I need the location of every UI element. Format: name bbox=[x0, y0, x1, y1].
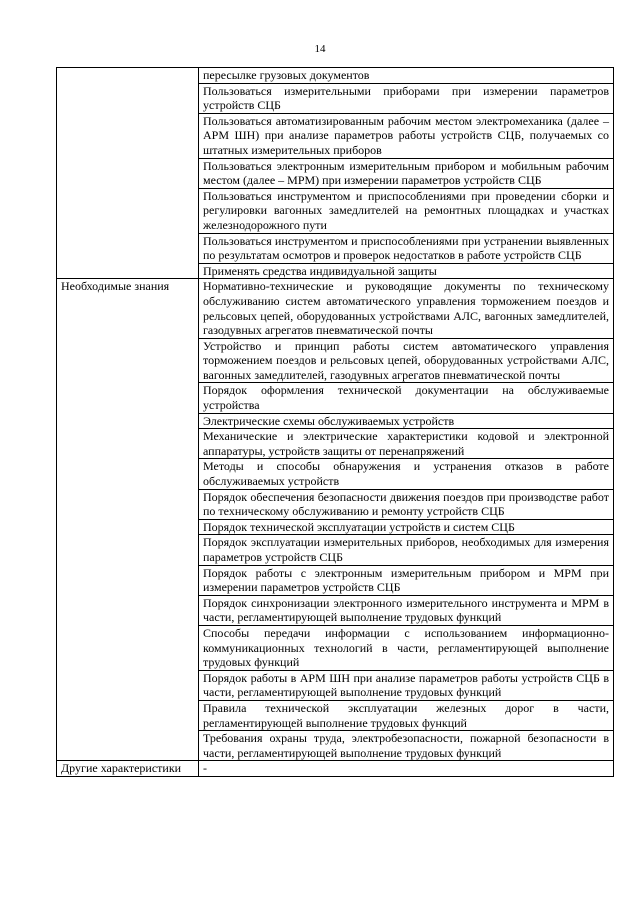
skill-item: Пользоваться измерительными приборами при измерении параметров устройств СЦБ bbox=[199, 83, 614, 113]
skill-item: пересылке грузовых документов bbox=[199, 68, 614, 84]
table-row bbox=[57, 279, 614, 338]
knowledge-item: Способы передачи информации с использованием информационно-коммуникационных технологий в части, регламентирующей выполнение трудовых функций bbox=[199, 625, 614, 670]
skill-item: Пользоваться инструментом и приспособлениями при устранении выявленных по результатам осмотров и проверок недостатков в работе устройств СЦБ bbox=[199, 233, 614, 263]
table-row bbox=[57, 761, 614, 777]
knowledge-item: Требования охраны труда, электробезопасности, пожарной безопасности в части, регламентирующей выполнение трудовых функций bbox=[199, 731, 614, 761]
requirements-table bbox=[56, 67, 614, 777]
knowledge-item: Порядок технической эксплуатации устройств и систем СЦБ bbox=[199, 519, 614, 535]
skill-item: Пользоваться электронным измерительным прибором и мобильным рабочим местом (далее – МРМ) при измерении параметров устройств СЦБ bbox=[199, 158, 614, 188]
knowledge-item: Порядок оформления технической документации на обслуживаемые устройства bbox=[199, 383, 614, 413]
table-row bbox=[57, 68, 614, 84]
knowledge-item: Методы и способы обнаружения и устранения отказов в работе обслуживаемых устройств bbox=[199, 459, 614, 489]
knowledge-item: Порядок эксплуатации измерительных приборов, необходимых для измерения параметров устройств СЦБ bbox=[199, 535, 614, 565]
knowledge-item: Порядок обеспечения безопасности движения поездов при производстве работ по техническому обслуживанию и ремонту устройств СЦБ bbox=[199, 489, 614, 519]
knowledge-item: Электрические схемы обслуживаемых устройств bbox=[199, 413, 614, 429]
knowledge-item: Порядок работы с электронным измерительным прибором и МРМ при измерении параметров устройств СЦБ bbox=[199, 565, 614, 595]
other-value: - bbox=[199, 761, 614, 777]
continuation-label-cell bbox=[57, 68, 199, 279]
knowledge-item: Механические и электрические характеристики кодовой и электронной аппаратуры, устройств защиты от перенапряжений bbox=[199, 429, 614, 459]
knowledge-item: Порядок синхронизации электронного измерительного инструмента и МРМ в части, регламентирующей выполнение трудовых функций bbox=[199, 595, 614, 625]
knowledge-item: Порядок работы в АРМ ШН при анализе параметров работы устройств СЦБ в части, регламентирующей выполнение трудовых функций bbox=[199, 670, 614, 700]
knowledge-item: Правила технической эксплуатации железных дорог в части, регламентирующей выполнение трудовых функций bbox=[199, 700, 614, 730]
knowledge-item: Нормативно-технические и руководящие документы по техническому обслуживанию систем автоматического управления торможением поездов и рельсовых цепей, оборудованных устройствами АЛС, вагонных замедлителей, газодувных агрегатов пневматической почты bbox=[199, 279, 614, 338]
knowledge-item: Устройство и принцип работы систем автоматического управления торможением поездов и рельсовых цепей, оборудованных устройствами АЛС, вагонных замедлителей, газодувных агрегатов пневматической почты bbox=[199, 338, 614, 383]
skill-item: Применять средства индивидуальной защиты bbox=[199, 263, 614, 279]
skill-item: Пользоваться инструментом и приспособлениями при проведении сборки и регулировки вагонных замедлителей на ремонтных площадках и участках железнодорожного пути bbox=[199, 188, 614, 233]
knowledge-label: Необходимые знания bbox=[57, 279, 199, 761]
other-label: Другие характеристики bbox=[57, 761, 199, 777]
skill-item: Пользоваться автоматизированным рабочим местом электромеханика (далее – АРМ ШН) при анализе параметров работы устройств СЦБ, получаемых со штатных измерительных приборов bbox=[199, 113, 614, 158]
page-number: 14 bbox=[314, 43, 326, 55]
